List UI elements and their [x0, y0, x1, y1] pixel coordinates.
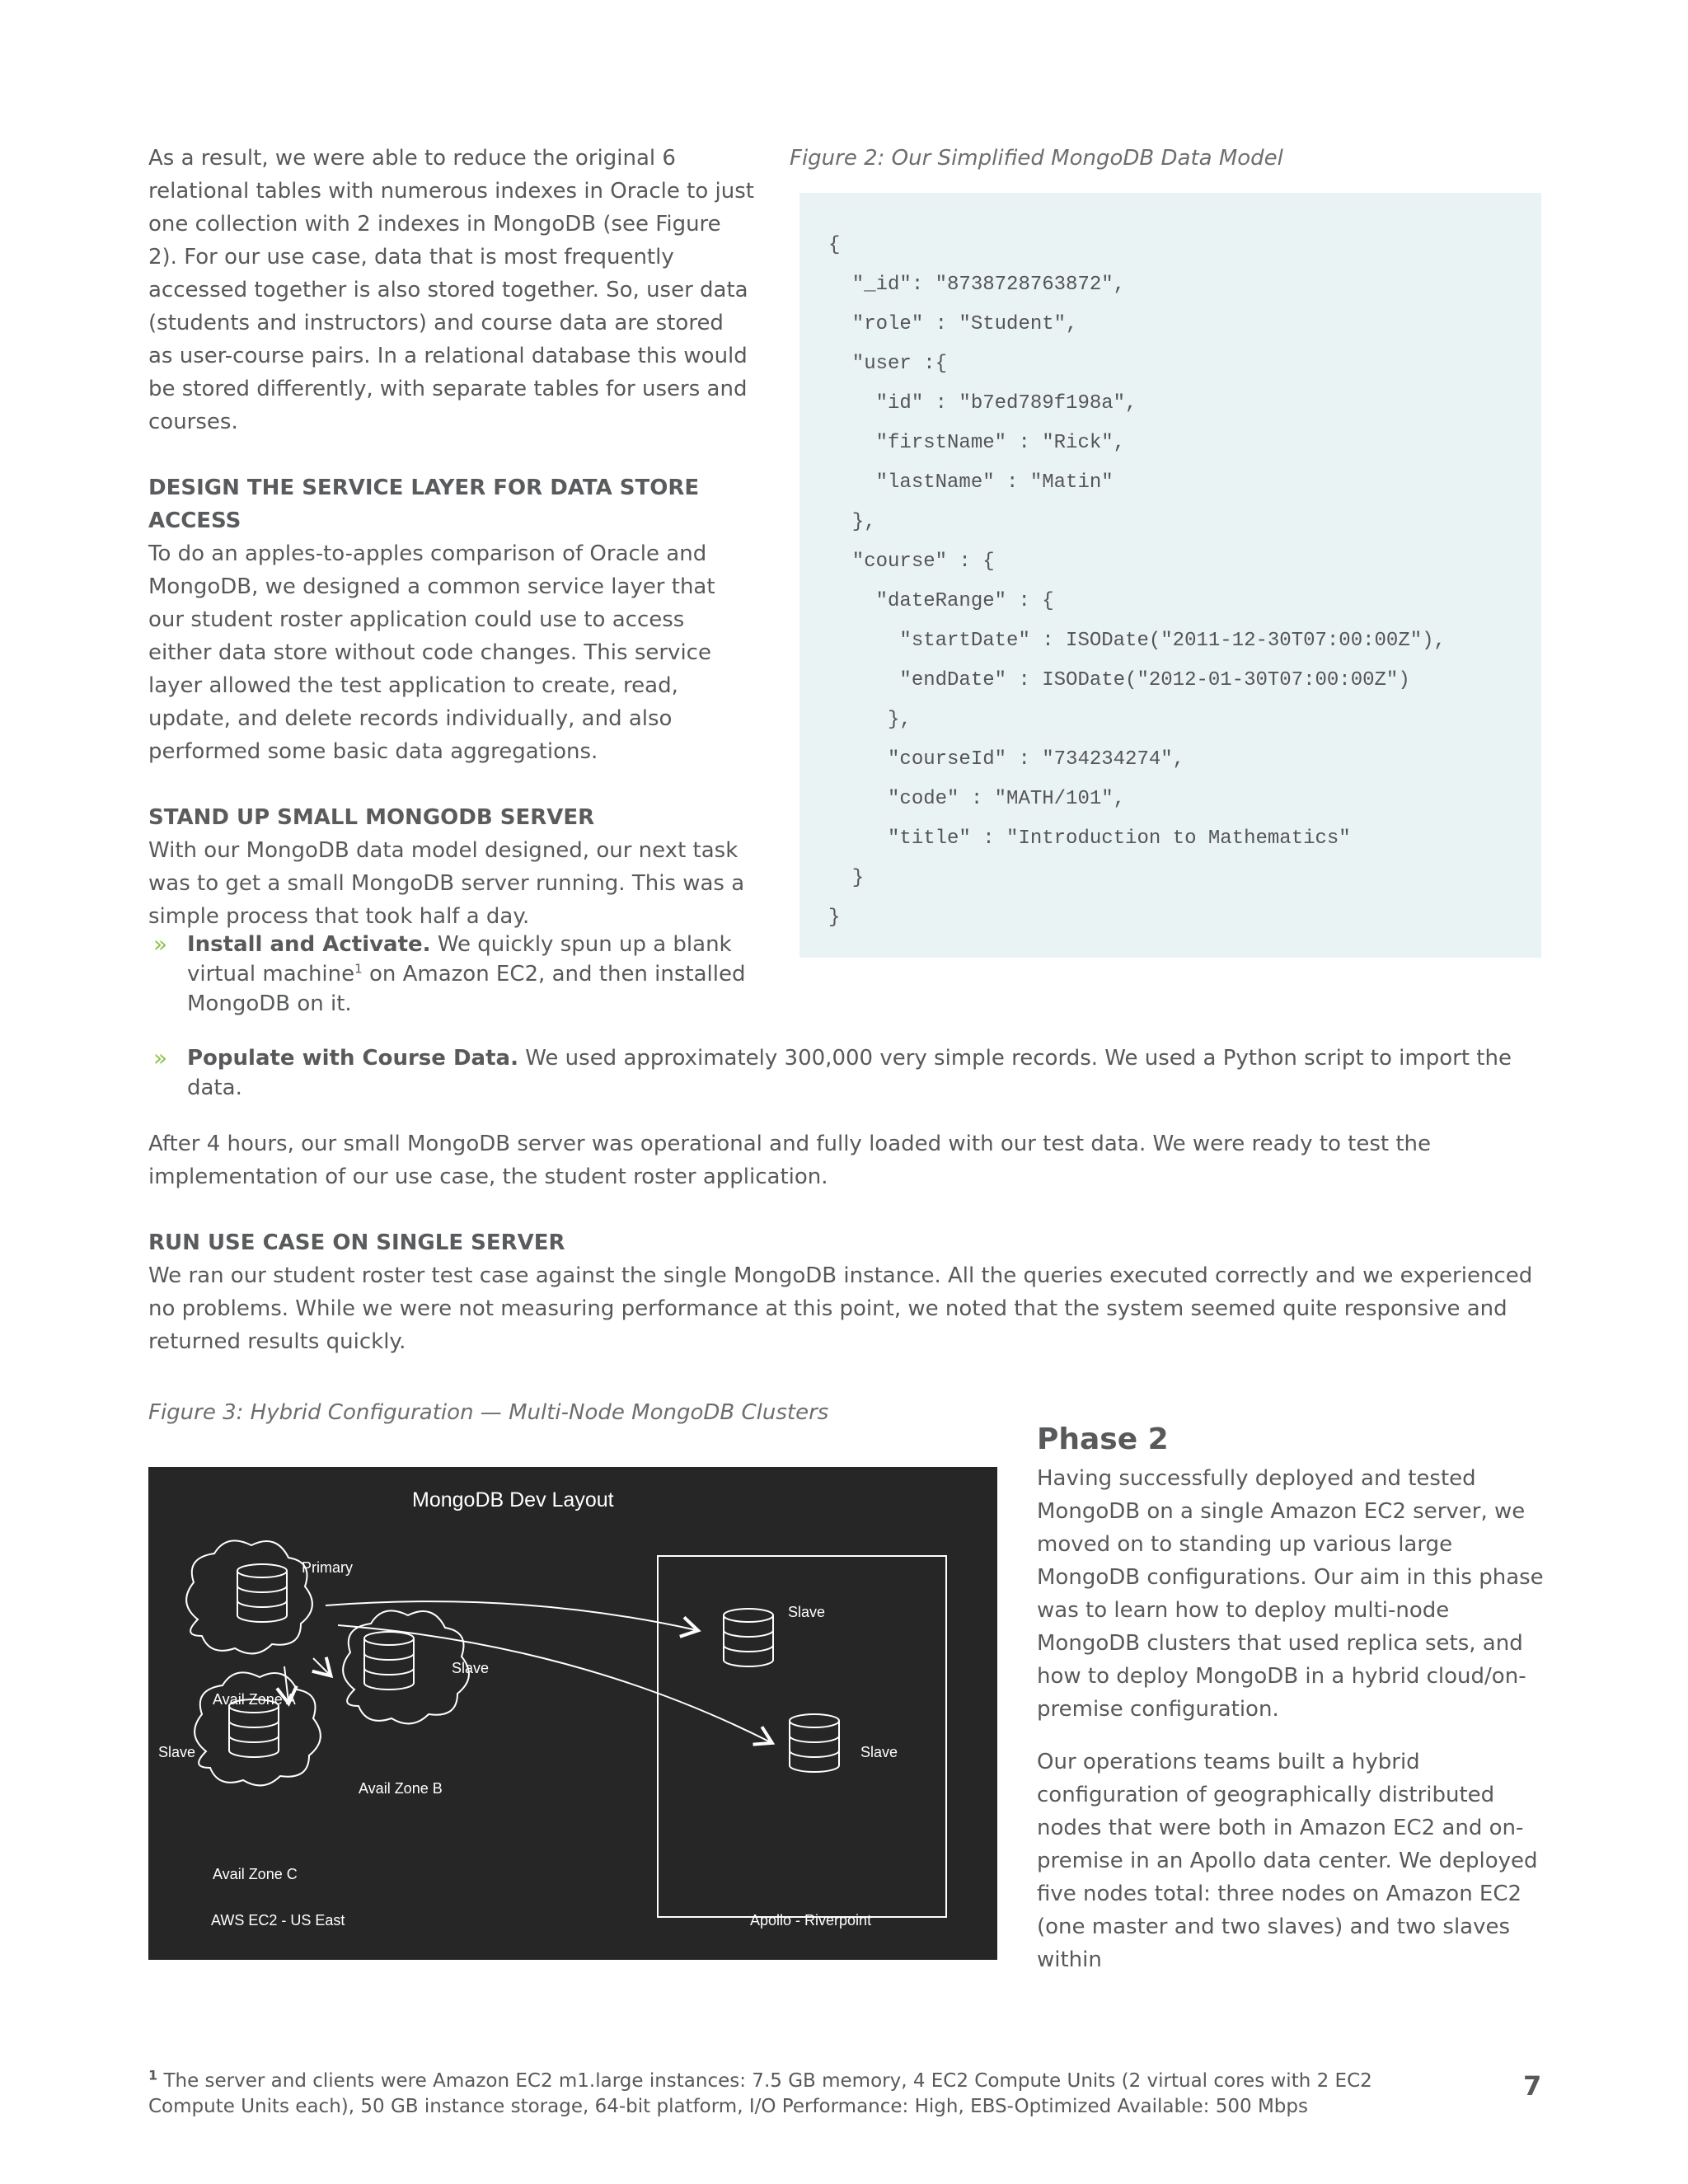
body-paragraph: Having successfully deployed and tested MongoDB on a single Amazon EC2 server, we moved on to standing up various large MongoDB configurations. Our aim in this phase was to learn how to deploy multi-node MongoDB clusters that used replica sets, and how to deploy MongoDB in a hybrid cloud/on-premise configuration.	[1037, 1466, 1544, 1722]
section-title: Phase 2	[1037, 1422, 1169, 1456]
node-label: Slave	[788, 1604, 826, 1620]
figure-2-caption: Figure 2: Our Simplified MongoDB Data Model	[790, 146, 1283, 171]
code-block	[799, 193, 1541, 958]
code-text: { "_id": "8738728763872", "role" : "Student", "user :{ "id" : "b7ed789f198a", "firstName" : "Rick", "lastName" : "Matin" }, "course" : { "dateRange" : { "startDate" : ISODate("2011-12-30T07:00:00Z"), "endDate" : ISODate("2012-01-30T07:00:00Z") }, "courseId" : "734234274", "code" : "MATH/101", "title" : "Introduction to Mathematics" } }	[828, 234, 1446, 929]
footnote-ref[interactable]: 1	[354, 961, 363, 977]
bullet-text: on Amazon EC2, and then installed MongoDB on it.	[187, 962, 746, 1016]
node-label: Primary	[302, 1559, 353, 1576]
footnote-text: The server and clients were Amazon EC2 m1.large instances: 7.5 GB memory, 4 EC2 Compute Units (2 virtual cores with 2 EC2 Compute Units each), 50 GB instance storage, 64-bit platform, I/O Performance: High, EBS-Optimized Available: 500 Mbps	[148, 2070, 1372, 2117]
architecture-diagram	[148, 1467, 997, 1960]
section-heading: STAND UP SMALL MONGODB SERVER	[148, 805, 595, 830]
section-heading: RUN USE CASE ON SINGLE SERVER	[148, 1230, 565, 1255]
footnote-marker: 1	[148, 2067, 158, 2083]
body-paragraph: As a result, we were able to reduce the original 6 relational tables with numerous indexes in Oracle to just one collection with 2 indexes in MongoDB (see Figure 2). For our use case, data that is most frequently accessed together is also stored together. So, user data (students and instructors) and course data are stored as user-course pairs. In a relational database this would be stored differently, with separate tables for users and courses.	[148, 146, 754, 434]
bullet-text: We used approximately 300,000 very simple records. We used a Python script to import the data.	[187, 1046, 1512, 1100]
chevron-right-icon: »	[153, 930, 168, 958]
node-label: Slave	[158, 1744, 196, 1760]
list-item	[148, 1043, 1550, 1103]
section-heading: DESIGN THE SERVICE LAYER FOR DATA STORE ACCESS	[148, 476, 700, 533]
phase-2-section	[1037, 1419, 1556, 1996]
replication-arrow	[338, 1625, 771, 1742]
page-number: 7	[1523, 2070, 1542, 2102]
left-column	[148, 142, 754, 966]
node-label: Slave	[452, 1660, 490, 1676]
bullet-text: We quickly spun up a blank virtual machine	[187, 932, 732, 987]
body-paragraph: After 4 hours, our small MongoDB server was operational and fully loaded with our test data. We were ready to test the implementation of our use case, the student roster application.	[148, 1132, 1431, 1189]
full-width-section	[148, 1127, 1550, 1391]
database-icon	[364, 1632, 414, 1690]
node-label: Slave	[860, 1744, 898, 1760]
list-item	[148, 930, 754, 1019]
database-icon	[229, 1699, 279, 1757]
database-icon	[237, 1564, 287, 1622]
bullet-title: Populate with Course Data.	[187, 1046, 518, 1071]
body-paragraph: We ran our student roster test case against the single MongoDB instance. All the queries executed correctly and we experienced no problems. While we were not measuring performance at this point, we noted that the system seemed quite responsive and returned results quickly.	[148, 1263, 1533, 1354]
region-label: AWS EC2 - US East	[211, 1912, 345, 1929]
replication-arrow	[326, 1601, 696, 1630]
body-paragraph: Our operations teams built a hybrid configuration of geographically distributed nodes that were both in Amazon EC2 and on-premise in an Apollo data center. We deployed five nodes total: three nodes on Amazon EC2 (one master and two slaves) and two slaves within	[1037, 1750, 1538, 1972]
diagram-title: MongoDB Dev Layout	[412, 1488, 614, 1511]
footnote	[148, 2069, 1434, 2120]
bullet-title: Install and Activate.	[187, 932, 431, 957]
cloud-icon	[195, 1672, 321, 1785]
zone-label: Avail Zone C	[213, 1866, 298, 1882]
body-paragraph: With our MongoDB data model designed, our next task was to get a small MongoDB server running. This was a simple process that took half a day.	[148, 838, 745, 929]
bullet-list	[148, 930, 1550, 1127]
database-icon	[790, 1714, 839, 1772]
body-paragraph: To do an apples-to-apples comparison of Oracle and MongoDB, we designed a common service layer that our student roster application could use to access either data store without code changes. This service layer allowed the test application to create, read, update, and delete records individually, and also performed some basic data aggregations.	[148, 541, 715, 764]
chevron-right-icon: »	[153, 1044, 168, 1071]
region-label: Apollo - Riverpoint	[750, 1912, 872, 1929]
replication-arrow	[313, 1658, 330, 1675]
database-icon	[724, 1609, 773, 1666]
cloud-icon	[186, 1540, 312, 1653]
zone-label: Avail Zone A	[213, 1691, 296, 1708]
figure-3-caption: Figure 3: Hybrid Configuration — Multi-Node MongoDB Clusters	[148, 1400, 829, 1425]
zone-label: Avail Zone B	[359, 1780, 443, 1797]
